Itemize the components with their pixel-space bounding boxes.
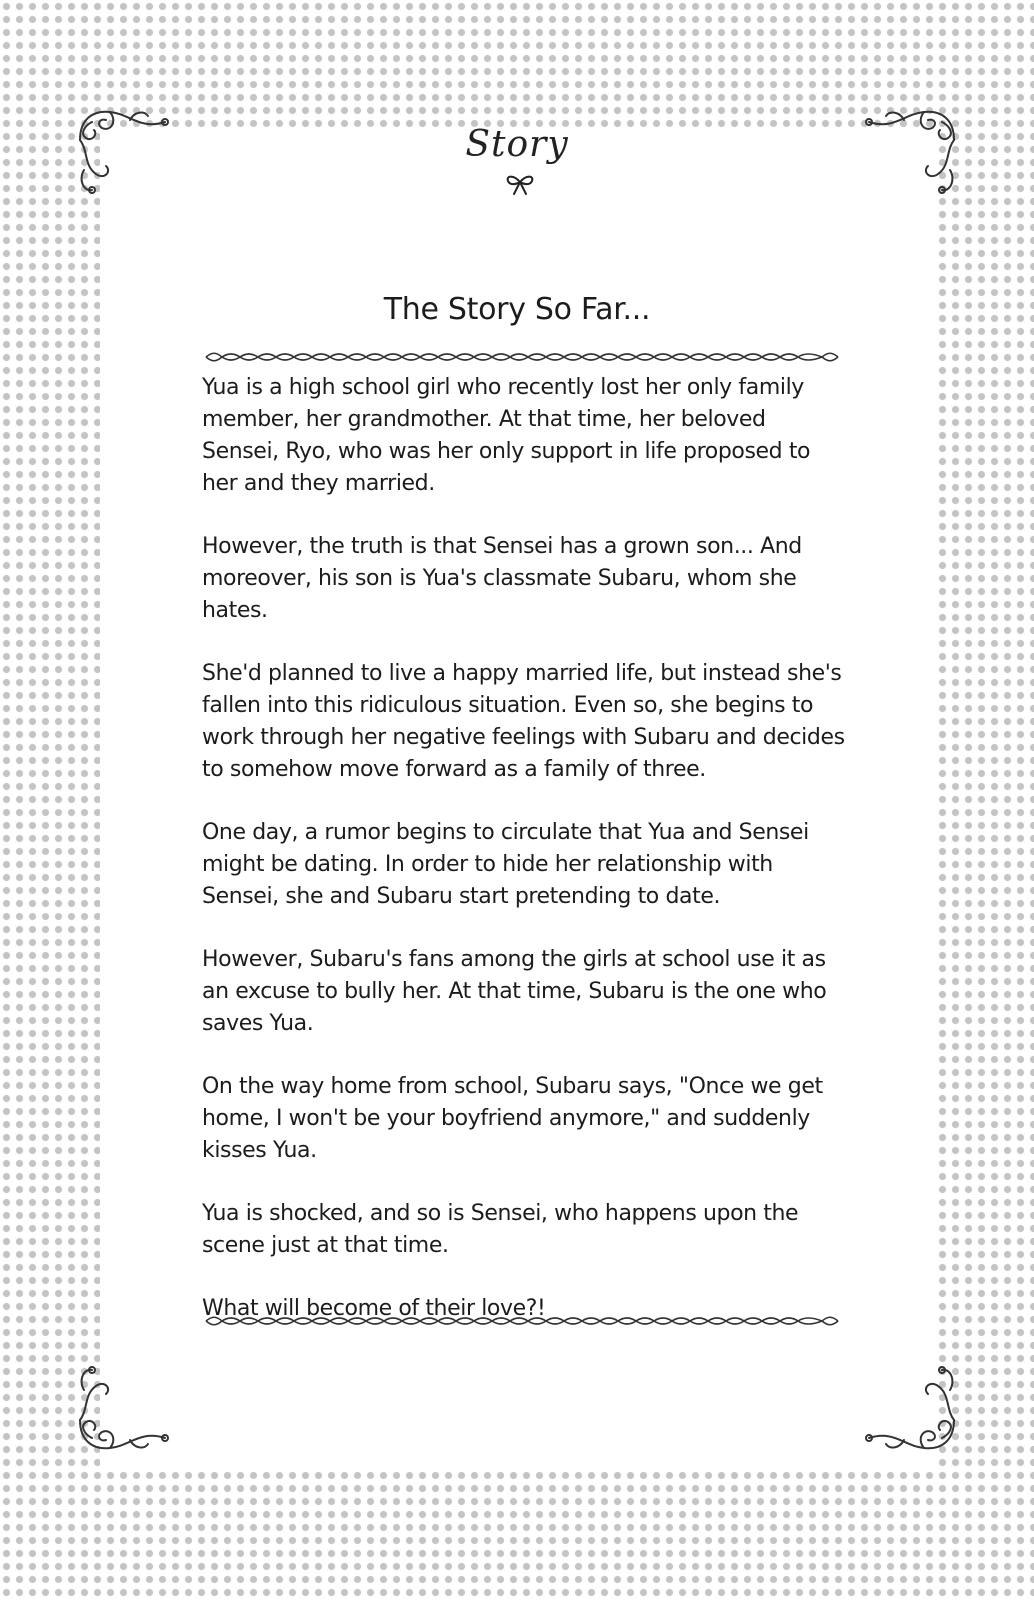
flourish-corner-icon (70, 1350, 180, 1460)
story-paragraph: Yua is a high school girl who recently lost her only family member, her grandmother. At that time, her beloved Sensei, Ryo, who was her only support in life proposed to her and they married. (202, 375, 811, 496)
story-paragraph: One day, a rumor begins to circulate that Yua and Sensei might be dating. In order to hide her relationship with Sensei, she and Subaru start pretending to date. (202, 820, 809, 909)
story-paragraph: On the way home from school, Subaru says, "Once we get home, I won't be your boyfriend anymore," and suddenly kisses Yua. (202, 1074, 823, 1163)
story-paragraph: She'd planned to live a happy married life, but instead she's fallen into this ridiculous situation. Even so, she begins to work through her negative feelings with Subaru and decides to somehow move forward as a family of three. (202, 661, 845, 782)
chain-divider-icon (204, 350, 840, 364)
bow-icon (503, 172, 537, 198)
story-paragraph: However, Subaru's fans among the girls at school use it as an excuse to bully her. At that time, Subaru is the one who saves Yua. (202, 947, 827, 1036)
story-paragraph: Yua is shocked, and so is Sensei, who happens upon the scene just at that time. (202, 1201, 799, 1258)
page-title: The Story So Far... (383, 292, 651, 327)
story-paragraph: However, the truth is that Sensei has a grown son... And moreover, his son is Yua's classmate Subaru, whom she hates. (202, 534, 802, 623)
story-body (202, 372, 846, 1356)
story-paragraph: What will become of their love?! (202, 1296, 546, 1321)
section-heading: Story (465, 124, 569, 165)
chain-divider-icon (204, 1314, 840, 1328)
flourish-corner-icon (854, 1350, 964, 1460)
